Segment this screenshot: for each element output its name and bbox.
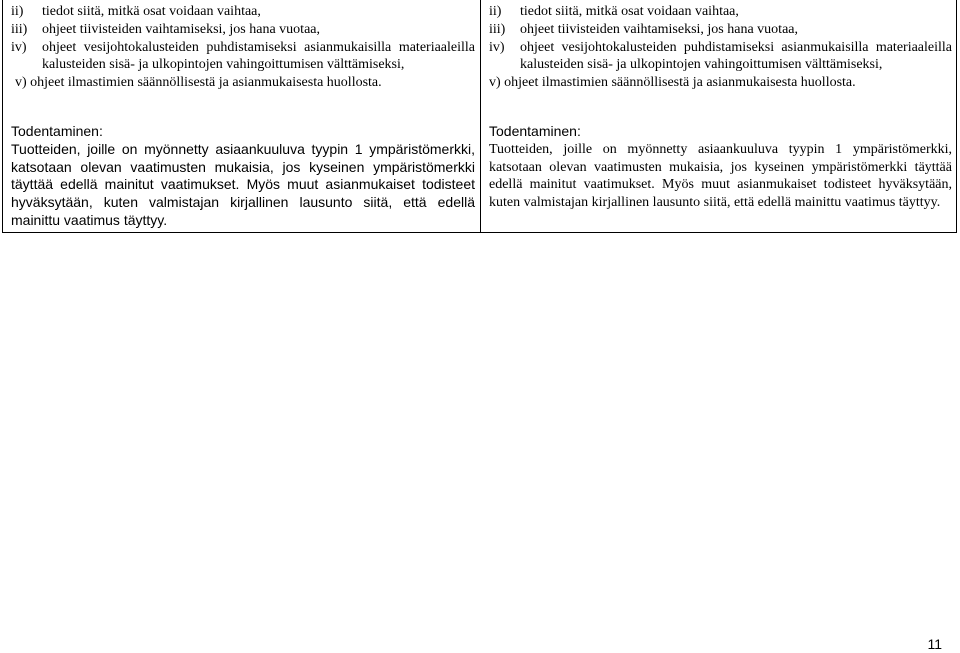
verification-block — [489, 123, 952, 212]
verification-title: Todentaminen: — [489, 123, 581, 139]
list-item — [489, 39, 952, 75]
verification-block — [11, 123, 475, 230]
list-item-number: ii) — [489, 4, 502, 19]
verification-body: Tuotteiden, joille on myönnetty asiaankuuluva tyypin 1 ympäristömerkki, katsotaan olevan vaatimusten mukaisia, jos kyseinen ympäristömerkki täyttää edellä mainitut vaatimukset. Myös muut asianmukaiset todisteet hyväksytään, kuten valmistajan kirjallinen lausunto siitä, että edellä mainittu vaatimus täyttyy. — [489, 141, 952, 211]
left-requirements-list — [11, 3, 475, 92]
list-item-number: iv) — [11, 39, 27, 55]
right-column — [481, 0, 956, 232]
list-item-text: ohjeet vesijohtokalusteiden puhdistamiseksi asianmukaisilla materiaaleilla kalusteiden sisä- ja ulkopintojen vahingoittumisen välttämiseksi, — [520, 39, 952, 73]
list-item-text: ohjeet tiivisteiden vaihtamiseksi, jos hana vuotaa, — [42, 21, 320, 37]
left-column — [3, 0, 481, 232]
list-item — [11, 74, 475, 92]
list-item — [11, 3, 475, 21]
comparison-table — [2, 0, 957, 233]
right-requirements-list — [489, 3, 952, 92]
list-item — [11, 39, 475, 75]
page-number: 11 — [927, 636, 942, 652]
list-item — [489, 21, 952, 39]
list-item — [11, 21, 475, 39]
list-item-text: v) ohjeet ilmastimien säännöllisestä ja asianmukaisesta huollosta. — [15, 75, 382, 91]
list-item-text: tiedot siitä, mitkä osat voidaan vaihtaa, — [520, 4, 739, 19]
list-item — [489, 74, 952, 92]
list-item — [489, 3, 952, 21]
list-item-number: ii) — [11, 4, 24, 19]
list-item-text: v) ohjeet ilmastimien säännöllisestä ja asianmukaisesta huollosta. — [489, 75, 856, 91]
verification-body: Tuotteiden, joille on myönnetty asiaankuuluva tyypin 1 ympäristömerkki, katsotaan olevan vaatimusten mukaisia, jos kyseinen ympäristömerkki täyttää edellä mainitut vaatimukset. Myös muut asianmukaiset todisteet hyväksytään, kuten valmistajan kirjallinen lausunto siitä, että edellä mainittu vaatimus täyttyy. — [11, 140, 475, 228]
list-item-number: iii) — [11, 21, 28, 37]
list-item-number: iii) — [489, 21, 506, 37]
verification-title: Todentaminen: — [11, 123, 103, 139]
list-item-text: tiedot siitä, mitkä osat voidaan vaihtaa, — [42, 4, 261, 19]
list-item-text: ohjeet vesijohtokalusteiden puhdistamiseksi asianmukaisilla materiaaleilla kalusteiden sisä- ja ulkopintojen vahingoittumisen välttämiseksi, — [42, 39, 475, 73]
list-item-number: iv) — [489, 39, 505, 55]
list-item-text: ohjeet tiivisteiden vaihtamiseksi, jos hana vuotaa, — [520, 21, 798, 37]
